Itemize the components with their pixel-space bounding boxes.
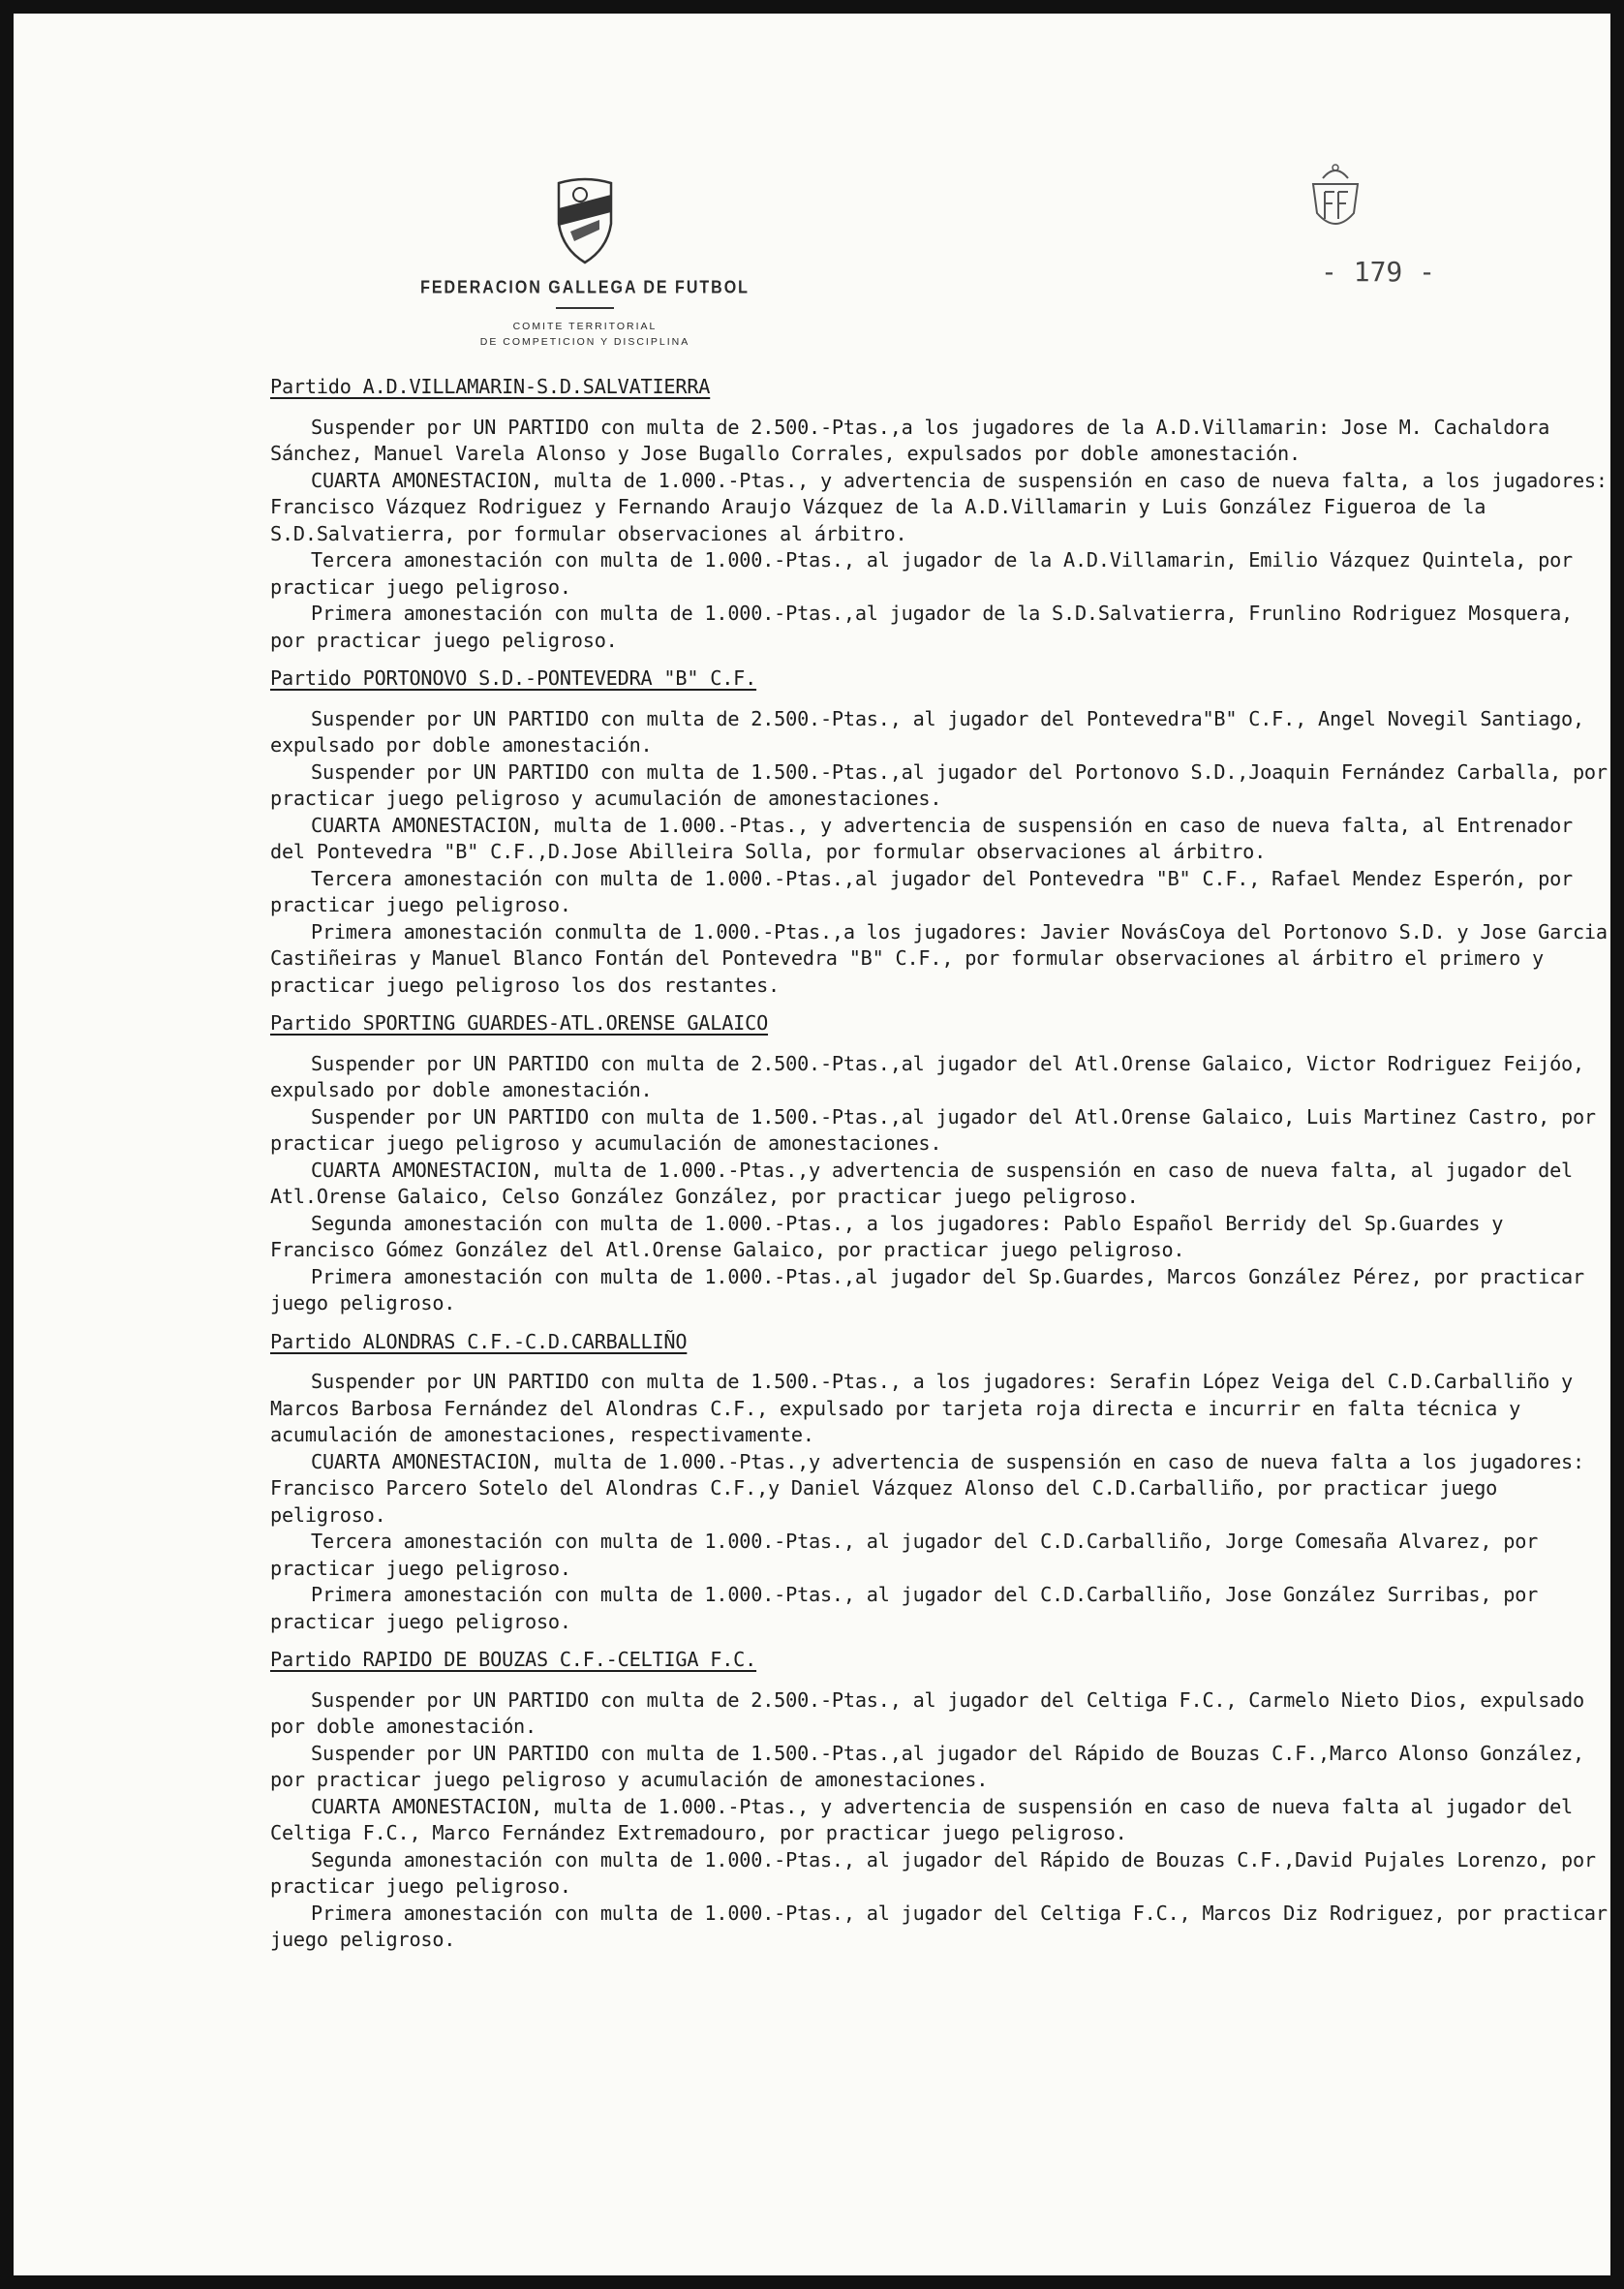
resolution-paragraph: Suspender por UN PARTIDO con multa de 2.500.-Ptas., al jugador del Celtiga F.C., Carmelo Nieto Dios, expulsado por doble amonestación.	[270, 1687, 1584, 1738]
match-title: Partido A.D.VILLAMARIN-S.D.SALVATIERRA	[270, 375, 711, 398]
federation-shield-icon	[551, 173, 619, 266]
match-title: Partido SPORTING GUARDES-ATL.ORENSE GALAICO	[270, 1011, 769, 1035]
letterhead	[382, 173, 788, 350]
resolution-paragraph: Tercera amonestación con multa de 1.000.-Ptas., al jugador del C.D.Carballiño, Jorge Comesaña Alvarez, por practicar juego peligroso.	[270, 1530, 1539, 1580]
resolution-paragraph: Primera amonestación con multa de 1.000.-Ptas.,al jugador de la S.D.Salvatierra, Frunlino Rodriguez Mosquera, por practicar juego peligroso.	[270, 602, 1573, 652]
resolution-paragraph: Suspender por UN PARTIDO con multa de 2.500.-Ptas.,al jugador del Atl.Orense Galaico, Victor Rodriguez Feijóo, expulsado por doble amonestación.	[270, 1051, 1584, 1101]
federation-name: FEDERACION GALLEGA DE FUTBOL	[420, 278, 750, 298]
resolution-paragraph: Suspender por UN PARTIDO con multa de 1.500.-Ptas.,al jugador del Portonovo S.D.,Joaquin Fernández Carballa, por practicar juego peligroso y acumulación de amonestaciones.	[270, 759, 1608, 810]
resolution-paragraph: Suspender por UN PARTIDO con multa de 1.500.-Ptas., a los jugadores: Serafin López Veiga del C.D.Carballiño y Marcos Barbosa Fernández del Alondras C.F., expulsado por tarjeta roja directa e incurrir en falta técnica y acumulación de amonestaciones, respectivamente.	[270, 1370, 1573, 1446]
resolution-paragraph: CUARTA AMONESTACION, multa de 1.000.-Ptas., y advertencia de suspensión en caso de nueva falta, al Entrenador del Pontevedra "B" C.F.,D.Jose Abilleira Solla, por formular observaciones al árbitro.	[270, 813, 1573, 863]
match-title: Partido PORTONOVO S.D.-PONTEVEDRA "B" C.F.	[270, 666, 757, 690]
committee-subtitle: DE COMPETICION Y DISCIPLINA	[479, 336, 690, 348]
resolution-paragraph: Segunda amonestación con multa de 1.000.-Ptas., al jugador del Rápido de Bouzas C.F.,David Pujales Lorenzo, por practicar juego peligroso.	[270, 1847, 1596, 1898]
match-section	[270, 1329, 1610, 1636]
match-section	[270, 374, 1610, 654]
match-title: Partido ALONDRAS C.F.-C.D.CARBALLIÑO	[270, 1329, 688, 1353]
letterhead-rule	[556, 307, 614, 309]
match-section	[270, 1647, 1610, 1954]
resolution-paragraph: Segunda amonestación con multa de 1.000.-Ptas., a los jugadores: Pablo Español Berridy del Sp.Guardes y Francisco Gómez González del Atl.Orense Galaico, por practicar juego peligroso.	[270, 1211, 1504, 1261]
match-section	[270, 665, 1610, 999]
resolution-paragraph: Suspender por UN PARTIDO con multa de 1.500.-Ptas.,al jugador del Rápido de Bouzas C.F.,Marco Alonso González, por practicar juego peligroso y acumulación de amonestaciones.	[270, 1741, 1584, 1791]
resolution-paragraph: CUARTA AMONESTACION, multa de 1.000.-Ptas., y advertencia de suspensión en caso de nueva falta, a los jugadores: Francisco Vázquez Rodriguez y Fernando Araujo Vázquez de la A.D.Villamarin y Luis González Figueroa de la S.D.Salvatierra, por formular observaciones al árbitro.	[270, 468, 1608, 545]
match-title: Partido RAPIDO DE BOUZAS C.F.-CELTIGA F.C.	[270, 1648, 757, 1671]
resolution-paragraph: Suspender por UN PARTIDO con multa de 2.500.-Ptas.,a los jugadores de la A.D.Villamarin: Jose M. Cachaldora Sánchez, Manuel Varela Alonso y Jose Bugallo Corrales, expulsados por doble amonestación.	[270, 415, 1550, 465]
resolution-paragraph: CUARTA AMONESTACION, multa de 1.000.-Ptas.,y advertencia de suspensión en caso de nueva falta, al jugador del Atl.Orense Galaico, Celso González González, por practicar juego peligroso.	[270, 1158, 1573, 1208]
resolution-paragraph: CUARTA AMONESTACION, multa de 1.000.-Ptas., y advertencia de suspensión en caso de nueva falta al jugador del Celtiga F.C., Marco Fernández Extremadouro, por practicar juego peligroso.	[270, 1794, 1573, 1844]
resolution-paragraph: Primera amonestación con multa de 1.000.-Ptas.,al jugador del Sp.Guardes, Marcos González Pérez, por practicar juego peligroso.	[270, 1264, 1584, 1315]
resolutions-body	[270, 374, 1610, 1965]
resolution-paragraph: Suspender por UN PARTIDO con multa de 2.500.-Ptas., al jugador del Pontevedra"B" C.F., Angel Novegil Santiago, expulsado por doble amonestación.	[270, 706, 1584, 757]
resolution-paragraph: Tercera amonestación con multa de 1.000.-Ptas.,al jugador del Pontevedra "B" C.F., Rafael Mendez Esperón, por practicar juego peligroso.	[270, 866, 1573, 916]
document-page	[14, 14, 1610, 2275]
page-number: - 179 -	[1321, 256, 1436, 288]
resolution-paragraph: Primera amonestación con multa de 1.000.-Ptas., al jugador del Celtiga F.C., Marcos Diz Rodriguez, por practicar juego peligroso.	[270, 1901, 1608, 1951]
rfef-crest-icon	[1302, 159, 1369, 246]
committee-name: COMITE TERRITORIAL	[512, 321, 658, 332]
resolution-paragraph: CUARTA AMONESTACION, multa de 1.000.-Ptas.,y advertencia de suspensión en caso de nueva falta a los jugadores: Francisco Parcero Sotelo del Alondras C.F.,y Daniel Vázquez Alonso del C.D.Carballiño, por practicar juego peligroso.	[270, 1449, 1584, 1527]
match-section	[270, 1010, 1610, 1317]
resolution-paragraph: Suspender por UN PARTIDO con multa de 1.500.-Ptas.,al jugador del Atl.Orense Galaico, Luis Martinez Castro, por practicar juego peligroso y acumulación de amonestaciones.	[270, 1104, 1596, 1155]
resolution-paragraph: Tercera amonestación con multa de 1.000.-Ptas., al jugador de la A.D.Villamarin, Emilio Vázquez Quintela, por practicar juego peligroso.	[270, 548, 1573, 599]
resolution-paragraph: Primera amonestación con multa de 1.000.-Ptas., al jugador del C.D.Carballiño, Jose González Surribas, por practicar juego peligroso.	[270, 1583, 1539, 1633]
resolution-paragraph: Primera amonestación conmulta de 1.000.-Ptas.,a los jugadores: Javier NovásCoya del Portonovo S.D. y Jose Garcia Castiñeiras y Manuel Blanco Fontán del Pontevedra "B" C.F., por formular observaciones al árbitro el primero y practicar juego peligroso los dos restantes.	[270, 919, 1608, 997]
